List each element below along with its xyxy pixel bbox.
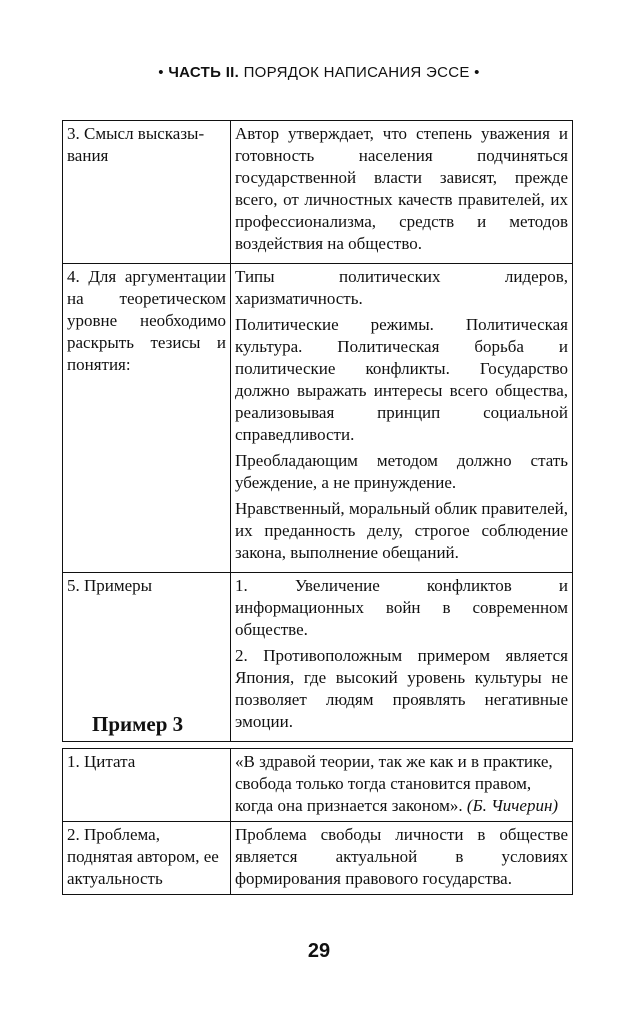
paragraph: Автор утверждает, что степень уважения и готовность населения подчиняться государственной власти зависят, прежде всего, от личностных качеств правителей, их профессионализма, средств и методов воздействия на общество. [235, 124, 568, 253]
essay-plan-table [62, 120, 573, 742]
row-content [231, 264, 573, 573]
running-head [0, 64, 638, 81]
quote-author: (Б. Чичерин) [466, 796, 559, 815]
row-label: 2. Проблема, поднятая автором, ее актуальность [63, 822, 231, 895]
table-row [63, 264, 573, 573]
paragraph: 1. Увеличение конфликтов и информационных войн в современном обществе. [235, 576, 568, 639]
example-table [62, 748, 573, 895]
row-content [231, 749, 573, 822]
table-row [63, 749, 573, 822]
row-content [231, 573, 573, 742]
paragraph: Типы политических лидеров, харизматичность. [235, 267, 568, 308]
quote-text: «В здравой теории, так же как и в практике, свобода только тогда становится правом, когда она признается законом». [235, 752, 553, 815]
paragraph: Нравственный, моральный облик правителей, их преданность делу, строгое соблюдение закона, выполнение обещаний. [235, 499, 568, 562]
table-row [63, 822, 573, 895]
paragraph: Политические режимы. Политическая культура. Политическая борьба и политические конфликты. Государство должно выражать интересы всего общества, реализовывая принцип социальной справедливости. [235, 315, 568, 444]
paragraph: 2. Противоположным примером является Япония, где высокий уровень культуры не позволяет людям проявлять негативные эмоции. [235, 646, 568, 731]
part-label: ЧАСТЬ II. [168, 64, 240, 81]
row-content [231, 121, 573, 264]
page-number: 29 [307, 940, 331, 962]
row-label: 4. Для аргументации на теоретическом уровне необходимо раскрыть тезисы и понятия: [63, 264, 231, 573]
table-row [63, 121, 573, 264]
bullet-right: • [474, 64, 480, 81]
row-label: 5. Примеры [63, 573, 231, 742]
example-heading: Пример 3 [92, 712, 184, 736]
part-title: ПОРЯДОК НАПИСАНИЯ ЭССЕ [243, 64, 470, 81]
bullet-left: • [158, 64, 164, 81]
row-label: 1. Цитата [63, 749, 231, 822]
row-content: Проблема свободы личности в обществе является актуальной в условиях формирования правового государства. [231, 822, 573, 895]
paragraph: Преобладающим методом должно стать убеждение, а не принуждение. [235, 451, 568, 492]
row-label: 3. Смысл высказы-вания [63, 121, 231, 264]
